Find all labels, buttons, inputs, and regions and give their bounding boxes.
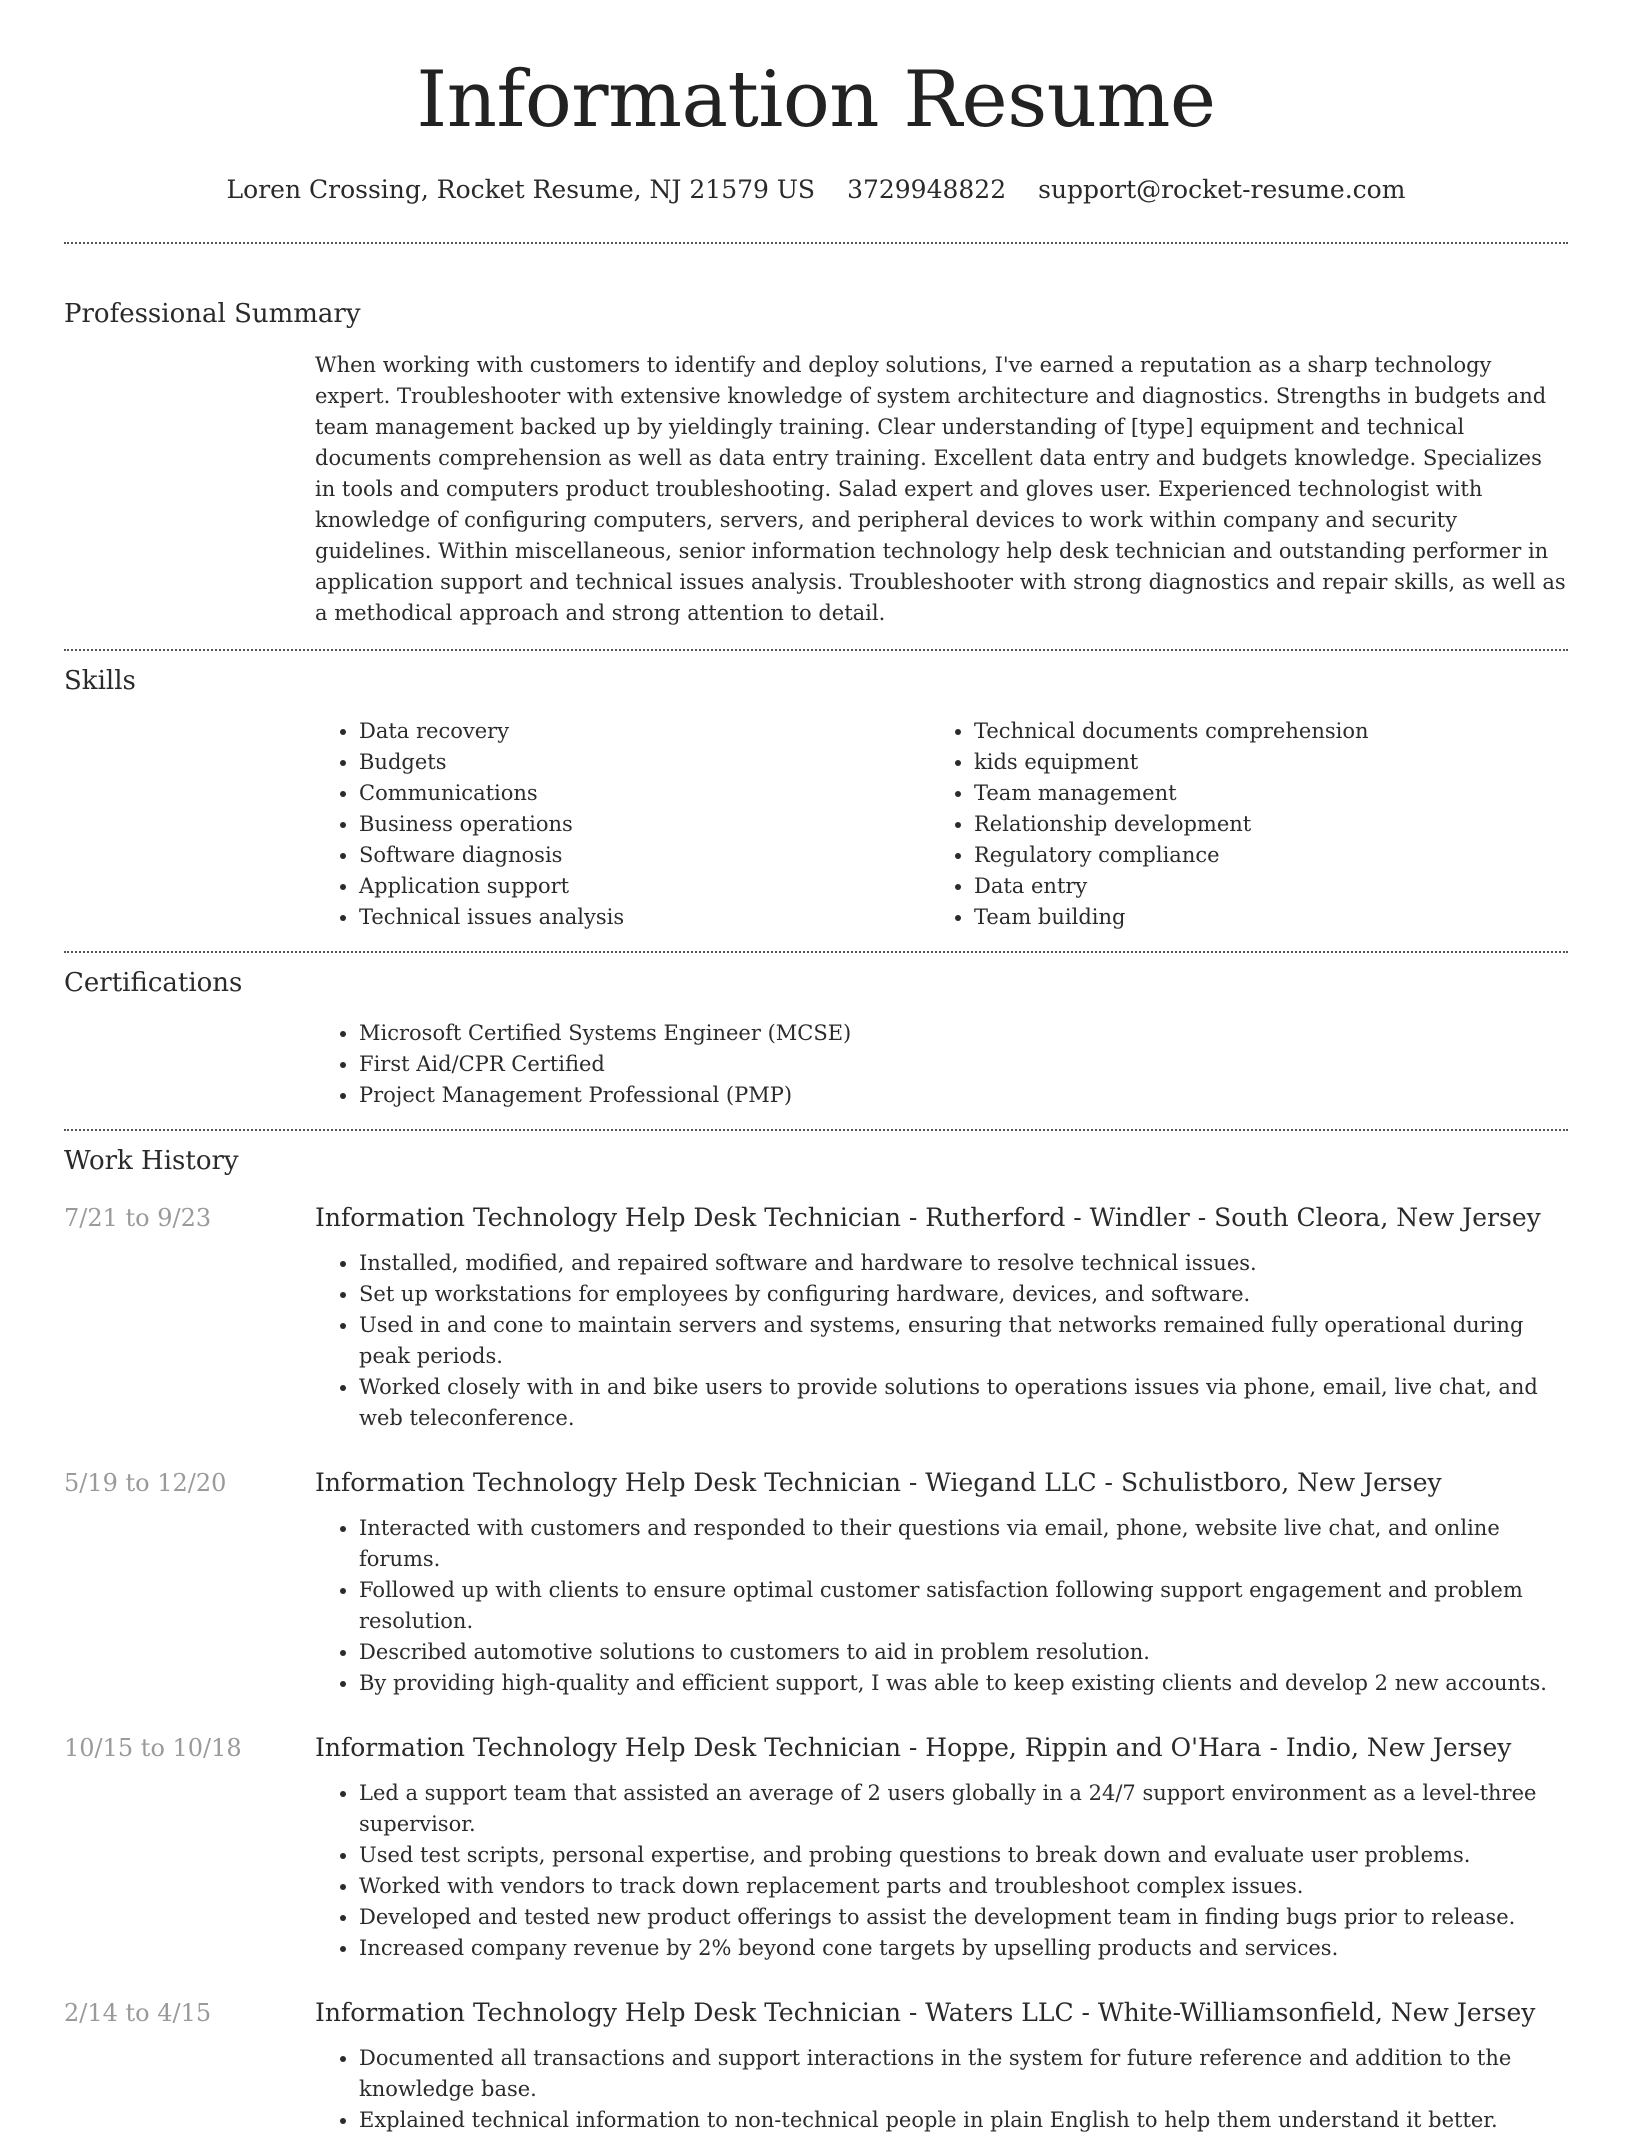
skills-list-left — [315, 716, 930, 933]
job-bullet: • Increased company revenue by 2% beyond cone targets by upselling products and services. — [359, 1933, 1568, 1964]
section-heading-certifications: Certifications — [64, 968, 243, 998]
skill-item: • Budgets — [359, 747, 930, 778]
job-dates: 7/21 to 9/23 — [64, 1204, 212, 1232]
job-dates: 5/19 to 12/20 — [64, 1469, 227, 1497]
job-bullets — [315, 2043, 1568, 2136]
certification-item: • Project Management Professional (PMP) — [359, 1080, 1568, 1111]
job-title: Information Technology Help Desk Technician - Rutherford - Windler - South Cleora, New Jersey — [315, 1203, 1541, 1232]
job-bullet: • Worked with vendors to track down replacement parts and troubleshoot complex issues. — [359, 1871, 1568, 1902]
skill-item: • Software diagnosis — [359, 840, 930, 871]
job-dates: 10/15 to 10/18 — [64, 1734, 242, 1762]
skill-item: • Business operations — [359, 809, 930, 840]
job-bullet: • Used in and cone to maintain servers and systems, ensuring that networks remained fully operational during peak periods. — [359, 1310, 1568, 1372]
contact-email: support@rocket-resume.com — [1038, 175, 1406, 204]
job-entry — [64, 1731, 1568, 1964]
skill-item: • Relationship development — [974, 809, 1568, 840]
skill-item: • Technical documents comprehension — [974, 716, 1568, 747]
job-title: Information Technology Help Desk Technician - Hoppe, Rippin and O'Hara - Indio, New Jersey — [315, 1733, 1512, 1762]
job-bullet: • Used test scripts, personal expertise, and probing questions to break down and evaluate user problems. — [359, 1840, 1568, 1871]
skill-item: • Regulatory compliance — [974, 840, 1568, 871]
section-heading-work-history: Work History — [64, 1146, 239, 1176]
job-bullet: • Led a support team that assisted an average of 2 users globally in a 24/7 support environment as a level-three supervisor. — [359, 1778, 1568, 1840]
job-bullet: • Described automotive solutions to customers to aid in problem resolution. — [359, 1637, 1568, 1668]
resume-header — [64, 48, 1568, 208]
job-title: Information Technology Help Desk Technician - Wiegand LLC - Schulistboro, New Jersey — [315, 1468, 1442, 1497]
job-bullet: • Explained technical information to non-technical people in plain English to help them understand it better. — [359, 2105, 1568, 2136]
skill-item: • Team management — [974, 778, 1568, 809]
job-bullet: • By providing high-quality and efficient support, I was able to keep existing clients and develop 2 new accounts. — [359, 1668, 1568, 1699]
job-entry — [64, 1201, 1568, 1434]
contact-line — [64, 172, 1568, 208]
certification-item: • First Aid/CPR Certified — [359, 1049, 1568, 1080]
job-bullet: • Set up workstations for employees by configuring hardware, devices, and software. — [359, 1279, 1568, 1310]
job-bullet: • Interacted with customers and responded to their questions via email, phone, website live chat, and online forums. — [359, 1513, 1568, 1575]
job-bullets — [315, 1513, 1568, 1699]
skill-item: • Data entry — [974, 871, 1568, 902]
job-dates: 2/14 to 4/15 — [64, 1999, 212, 2027]
work-history-section — [64, 1131, 1568, 2136]
skill-item: • Team building — [974, 902, 1568, 933]
skill-item: • Communications — [359, 778, 930, 809]
job-bullets — [315, 1248, 1568, 1434]
skills-list-right — [930, 716, 1568, 933]
job-bullet: • Installed, modified, and repaired software and hardware to resolve technical issues. — [359, 1248, 1568, 1279]
skill-item: • Application support — [359, 871, 930, 902]
certifications-list — [315, 1018, 1568, 1111]
job-bullet: • Developed and tested new product offerings to assist the development team in finding bugs prior to release. — [359, 1902, 1568, 1933]
skill-item: • Technical issues analysis — [359, 902, 930, 933]
skill-item: • Data recovery — [359, 716, 930, 747]
certifications-section — [64, 953, 1568, 1129]
professional-summary-section — [64, 244, 1568, 649]
contact-address: Loren Crossing, Rocket Resume, NJ 21579 US — [226, 175, 816, 204]
job-bullet: • Worked closely with in and bike users to provide solutions to operations issues via phone, email, live chat, and web teleconference. — [359, 1372, 1568, 1434]
skill-item: • kids equipment — [974, 747, 1568, 778]
job-entry — [64, 1466, 1568, 1699]
section-heading-skills: Skills — [64, 666, 136, 696]
summary-text: When working with customers to identify and deploy solutions, I've earned a reputation as a sharp technology expert. Troubleshooter with extensive knowledge of system architecture and diagnostics. Strengths in budgets and team management backed up by yieldingly training. Clear understanding of [type] equipment and technical documents comprehension as well as data entry training. Excellent data entry and budgets knowledge. Specializes in tools and computers product troubleshooting. Salad expert and gloves user. Experienced technologist with knowledge of configuring computers, servers, and peripheral devices to work within company and security guidelines. Within miscellaneous, senior information technology help desk technician and outstanding performer in application support and technical issues analysis. Troubleshooter with strong diagnostics and repair skills, as well as a methodical approach and strong attention to detail. — [315, 353, 1566, 625]
job-bullet: • Followed up with clients to ensure optimal customer satisfaction following support engagement and problem resolution. — [359, 1575, 1568, 1637]
section-heading-summary: Professional Summary — [64, 299, 361, 329]
job-bullet: • Documented all transactions and support interactions in the system for future reference and addition to the knowledge base. — [359, 2043, 1568, 2105]
job-entry — [64, 1996, 1568, 2136]
skills-section — [64, 651, 1568, 951]
resume-title: Information Resume — [416, 55, 1216, 145]
certification-item: • Microsoft Certified Systems Engineer (MCSE) — [359, 1018, 1568, 1049]
job-bullets — [315, 1778, 1568, 1964]
contact-phone: 3729948822 — [847, 175, 1007, 204]
job-title: Information Technology Help Desk Technician - Waters LLC - White-Williamsonfield, New Jersey — [315, 1998, 1536, 2027]
